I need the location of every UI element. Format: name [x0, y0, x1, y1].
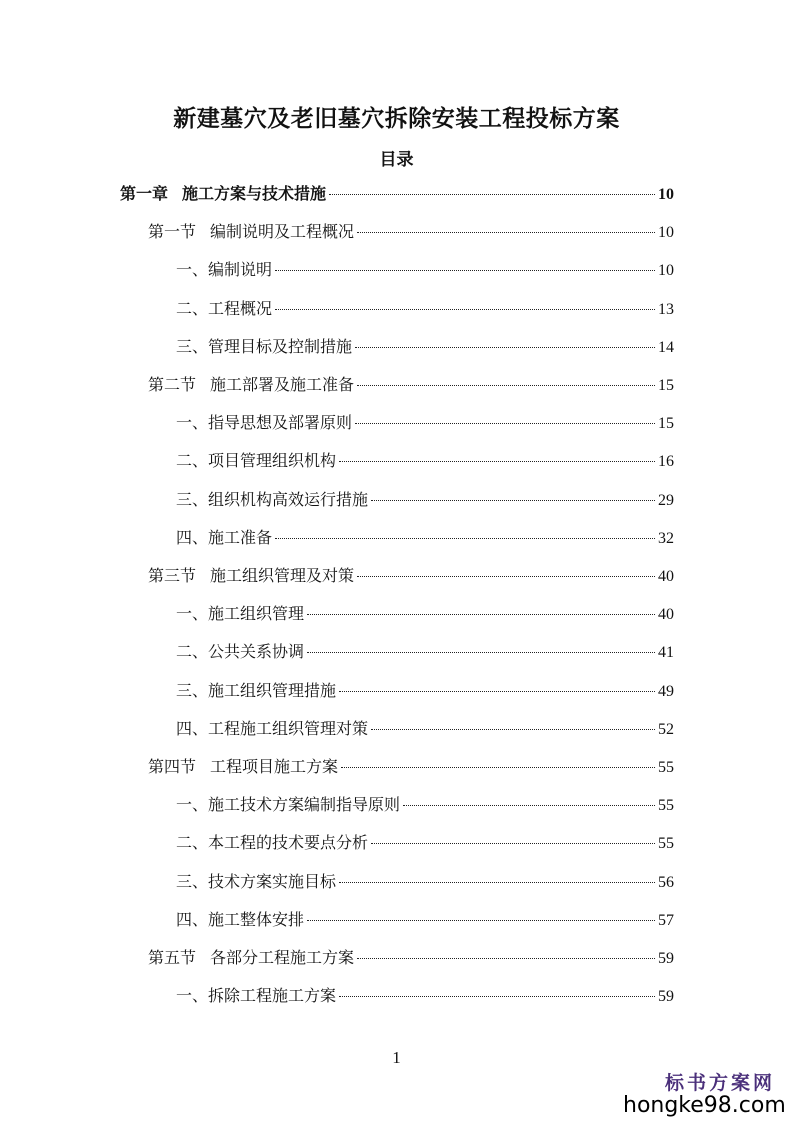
- toc-leader-dots: [355, 422, 655, 424]
- toc-leader-dots: [371, 728, 655, 730]
- toc-entry-title: 工程施工组织管理对策: [208, 718, 369, 738]
- toc-leader-dots: [357, 957, 655, 959]
- watermark-logo: [623, 1068, 786, 1118]
- toc-entry[interactable]: [176, 716, 674, 740]
- toc-entry[interactable]: [148, 563, 674, 587]
- toc-entry-title: 各部分工程施工方案: [210, 948, 355, 967]
- toc-entry-page: 29: [658, 491, 674, 509]
- toc-entry-title: 工程项目施工方案: [210, 757, 339, 776]
- page-number: 1: [392, 1048, 401, 1067]
- toc-entry-number: 三、: [176, 336, 209, 356]
- toc-entry[interactable]: [176, 678, 674, 702]
- toc-entry[interactable]: [176, 257, 674, 281]
- toc-entry[interactable]: [176, 601, 674, 625]
- toc-leader-dots: [339, 460, 655, 462]
- toc-entry-title: 拆除工程施工方案: [208, 986, 337, 1006]
- toc-entry[interactable]: [176, 907, 674, 931]
- toc-entry-number: 第一节: [148, 222, 197, 242]
- toc-entry-page: 10: [658, 224, 674, 242]
- toc-entry-page: 55: [658, 759, 674, 776]
- toc-entry-page: 32: [658, 529, 674, 547]
- toc-entry[interactable]: [176, 487, 674, 511]
- toc-entry-number: 第五节: [148, 948, 197, 967]
- toc-leader-dots: [341, 766, 655, 768]
- toc-entry-title: 管理目标及控制措施: [208, 336, 353, 356]
- toc-entry-title: 施工技术方案编制指导原则: [208, 795, 401, 815]
- toc-entry-title: 编制说明: [208, 260, 273, 280]
- toc-entry-page: 13: [658, 300, 674, 318]
- toc-entry[interactable]: [176, 639, 674, 663]
- toc-leader-dots: [307, 613, 655, 615]
- toc-leader-dots: [339, 690, 655, 692]
- toc-entry-title: 施工准备: [208, 527, 273, 547]
- toc-entry-title: 公共关系协调: [208, 642, 305, 662]
- toc-entry[interactable]: [148, 372, 674, 396]
- toc-entry-title: 施工组织管理措施: [208, 680, 337, 700]
- toc-entry[interactable]: [176, 869, 674, 893]
- toc-entry-page: 52: [658, 720, 674, 738]
- toc-entry-page: 14: [658, 338, 674, 356]
- toc-entry-number: 四、: [176, 909, 209, 929]
- toc-entry-page: 56: [658, 873, 674, 891]
- toc-heading: 目录: [379, 150, 414, 170]
- toc-entry-page: 49: [658, 682, 674, 700]
- toc-entry-page: 16: [658, 453, 674, 471]
- toc-leader-dots: [355, 346, 655, 348]
- toc-leader-dots: [357, 384, 655, 386]
- toc-entry-page: 41: [658, 644, 674, 662]
- toc-entry-title: 施工组织管理: [208, 604, 305, 624]
- toc-entry-number: 第一章: [120, 184, 169, 203]
- toc-entry-page: 10: [658, 186, 674, 203]
- toc-leader-dots: [339, 995, 655, 997]
- toc-entry-number: 四、: [176, 527, 209, 547]
- toc-entry-title: 施工整体安排: [208, 909, 305, 929]
- toc-entry[interactable]: [120, 181, 674, 205]
- watermark-url: hongke98.com: [623, 1093, 786, 1118]
- watermark-brand: 标书方案网: [664, 1072, 775, 1094]
- toc-entry-number: 二、: [176, 451, 209, 471]
- toc-entry-number: 二、: [176, 298, 209, 318]
- toc-entry-title: 项目管理组织机构: [208, 451, 337, 471]
- toc-entry-page: 40: [658, 606, 674, 624]
- toc-entry[interactable]: [176, 296, 674, 320]
- toc-leader-dots: [371, 842, 655, 844]
- toc-entry-title: 施工组织管理及对策: [210, 566, 355, 585]
- toc-entry-page: 55: [658, 835, 674, 853]
- toc-entry-number: 一、: [176, 986, 209, 1006]
- toc-entry-number: 三、: [176, 489, 209, 509]
- toc-entry-page: 40: [658, 568, 674, 585]
- toc-entry-page: 55: [658, 797, 674, 815]
- toc-entry-title: 编制说明及工程概况: [210, 222, 355, 242]
- toc-leader-dots: [275, 269, 655, 271]
- toc-entry[interactable]: [176, 983, 674, 1007]
- toc-entry-page: 15: [658, 377, 674, 394]
- toc-entry-title: 工程概况: [208, 298, 273, 318]
- toc-entry-page: 10: [658, 262, 674, 280]
- toc-entry[interactable]: [176, 830, 674, 854]
- toc-entry-number: 二、: [176, 833, 209, 853]
- toc-entry-number: 第二节: [148, 375, 197, 394]
- toc-entry-number: 第三节: [148, 566, 197, 585]
- toc-entry-number: 三、: [176, 680, 209, 700]
- toc-entry-number: 一、: [176, 413, 209, 433]
- toc-leader-dots: [357, 575, 655, 577]
- toc-leader-dots: [357, 231, 655, 233]
- toc-leader-dots: [403, 804, 655, 806]
- toc-entry-page: 57: [658, 911, 674, 929]
- toc-entry-title: 技术方案实施目标: [208, 871, 337, 891]
- toc-entry-title: 施工方案与技术措施: [182, 184, 327, 203]
- toc-entry-number: 二、: [176, 642, 209, 662]
- toc-entry-page: 59: [658, 950, 674, 967]
- toc-entry-number: 一、: [176, 795, 209, 815]
- toc-entry[interactable]: [176, 334, 674, 358]
- toc-entry-title: 指导思想及部署原则: [208, 413, 353, 433]
- toc-entry-number: 一、: [176, 604, 209, 624]
- toc-entry-title: 本工程的技术要点分析: [208, 833, 369, 853]
- toc-entry[interactable]: [176, 448, 674, 472]
- toc-leader-dots: [307, 651, 655, 653]
- toc-entry[interactable]: [148, 219, 674, 243]
- toc-leader-dots: [307, 919, 655, 921]
- toc-entry-title: 施工部署及施工准备: [210, 375, 355, 394]
- toc-entry[interactable]: [148, 754, 674, 778]
- toc-entry-number: 三、: [176, 871, 209, 891]
- toc-leader-dots: [371, 499, 655, 501]
- toc-entry[interactable]: [148, 945, 674, 969]
- toc-leader-dots: [329, 193, 655, 195]
- toc-leader-dots: [339, 881, 655, 883]
- toc-entry-number: 第四节: [148, 757, 197, 776]
- toc-entry[interactable]: [176, 410, 674, 434]
- toc-entry-page: 15: [658, 415, 674, 433]
- document-title: 新建墓穴及老旧墓穴拆除安装工程投标方案: [173, 105, 620, 132]
- toc-entry-title: 组织机构高效运行措施: [208, 489, 369, 509]
- toc-entry-number: 四、: [176, 718, 209, 738]
- toc-leader-dots: [275, 308, 655, 310]
- toc-entry-page: 59: [658, 988, 674, 1006]
- toc-entry-number: 一、: [176, 260, 209, 280]
- toc-entry[interactable]: [176, 525, 674, 549]
- toc-leader-dots: [275, 537, 655, 539]
- toc-entry[interactable]: [176, 792, 674, 816]
